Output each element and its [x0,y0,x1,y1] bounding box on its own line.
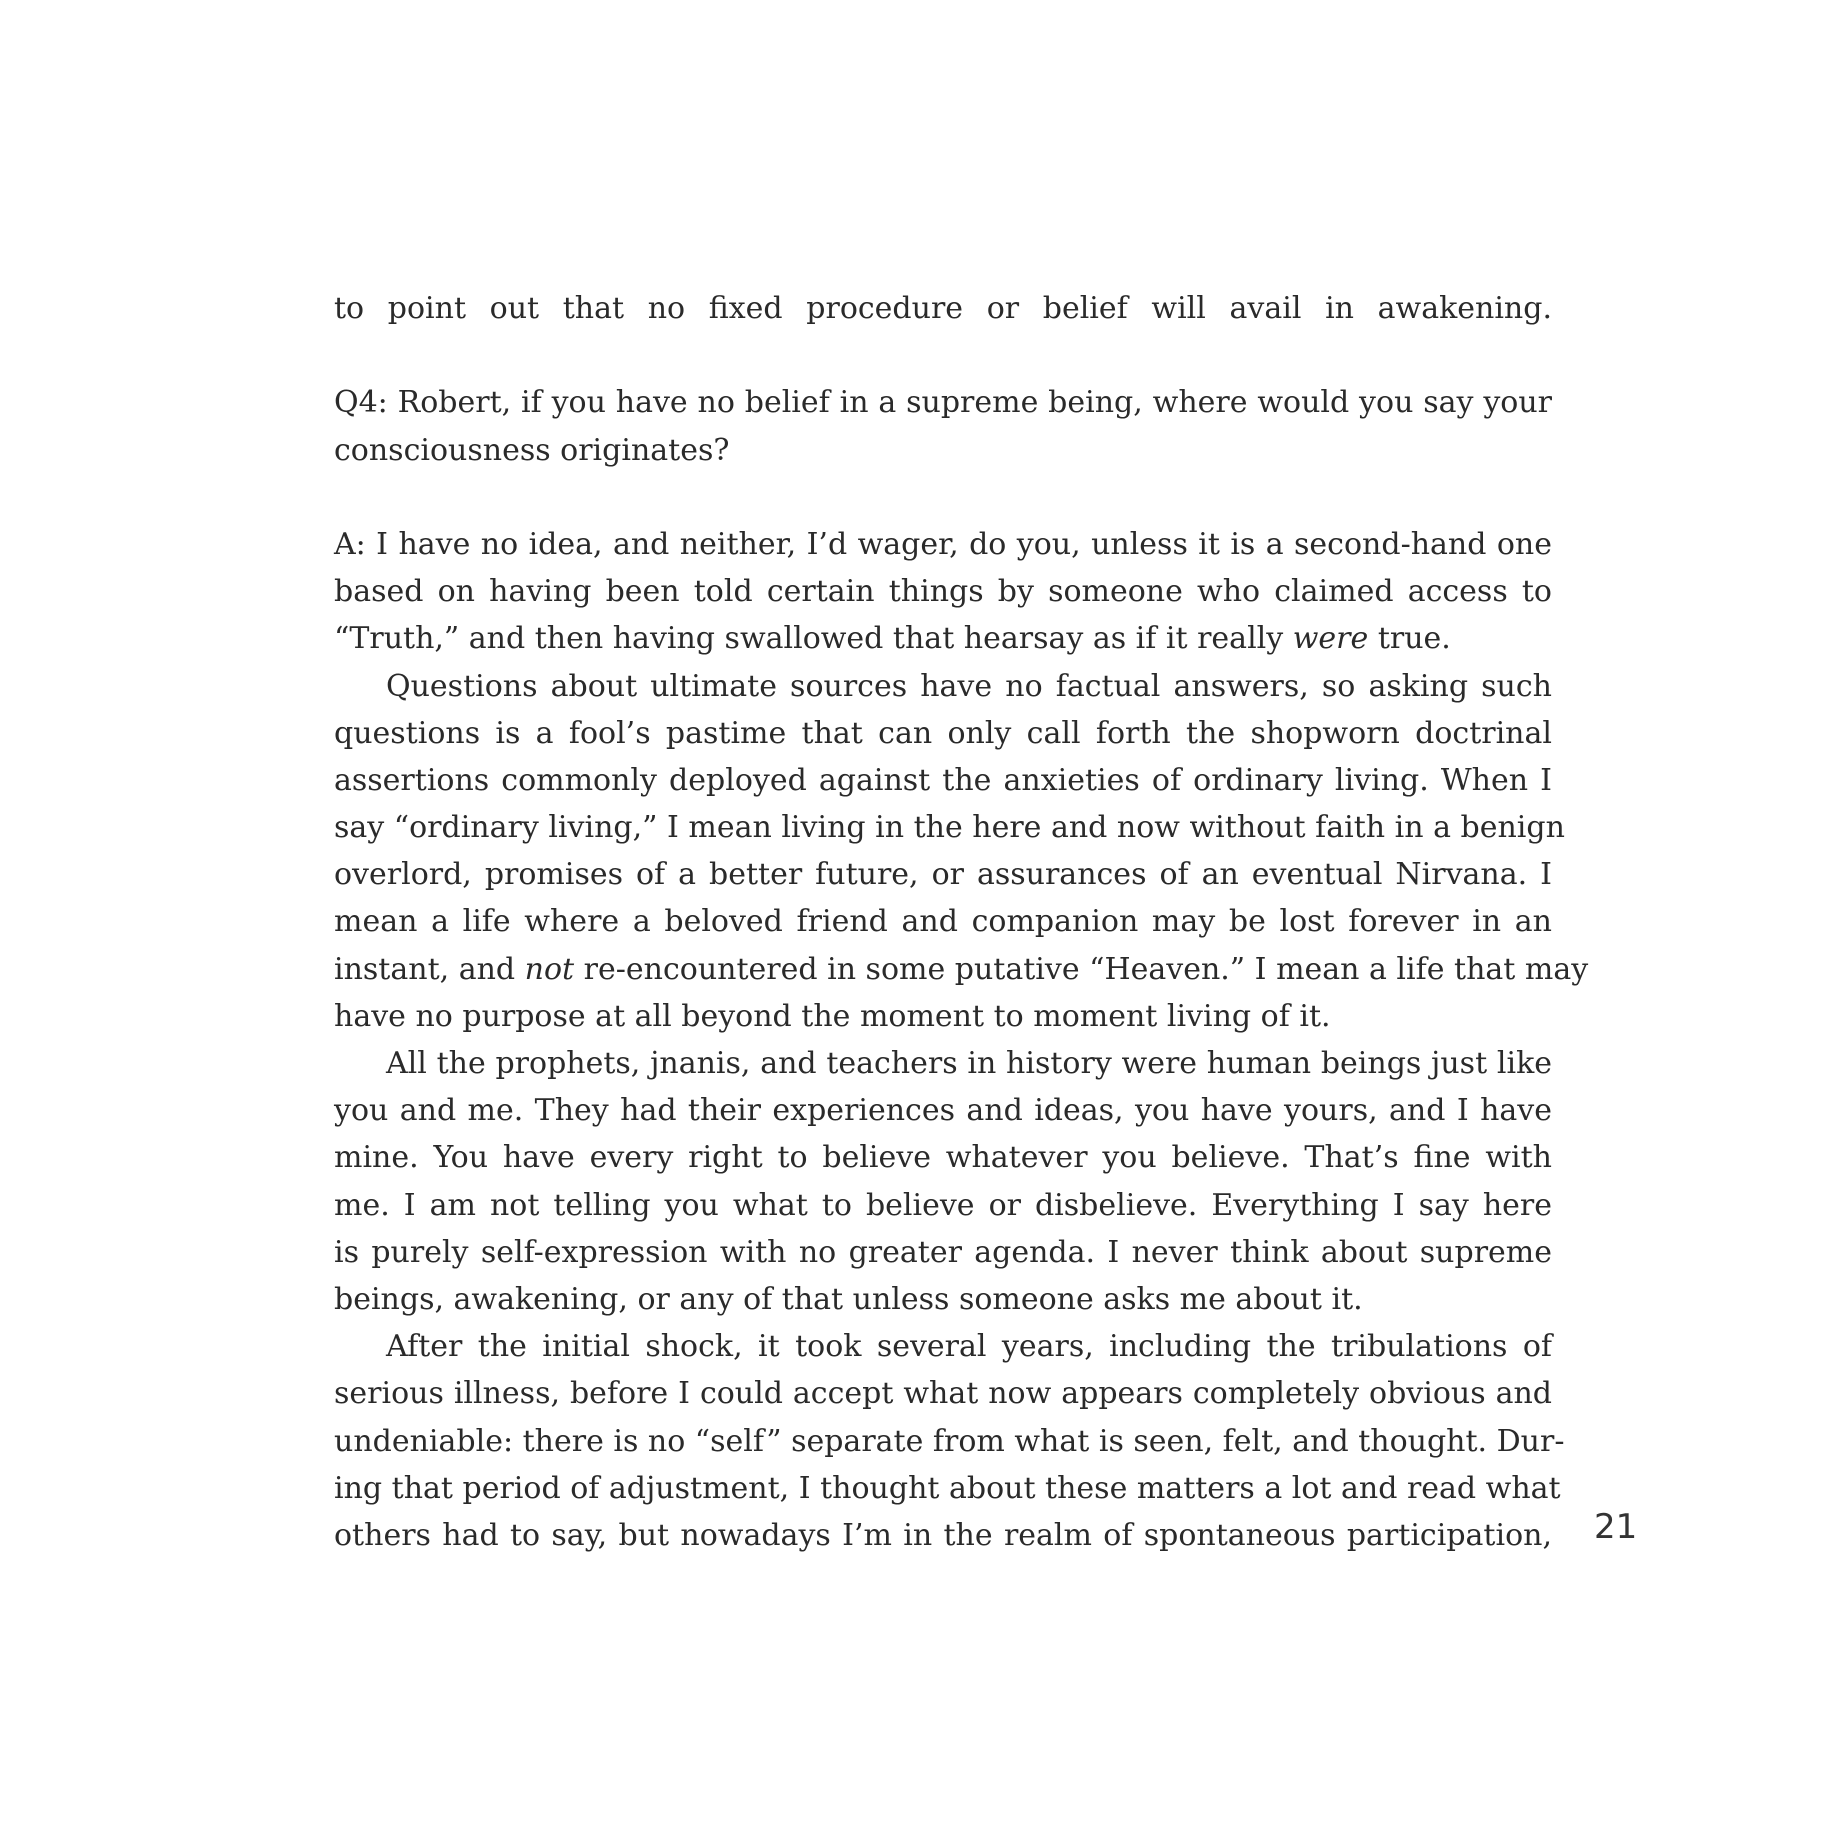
text-run: “Truth,” and then having swallowed that hearsay as if it really [334,621,1293,657]
text-line [334,946,1589,993]
text-line: is purely self-expression with no greater agenda. I never think about supreme [334,1234,1552,1270]
text-line: to point out that no fixed procedure or belief will avail in awakening. [334,291,1552,326]
paragraph-gap [334,332,1552,379]
text-line: others had to say, but nowadays I’m in the realm of spontaneous participation, [334,1517,1552,1553]
paragraph-ultimate-sources [334,663,1589,1041]
text-line: overlord, promises of a better future, or assurances of an eventual Nirvana. I [334,857,1552,893]
text-line: you and me. They had their experiences and ideas, you have yours, and I have [334,1093,1552,1129]
text-line: have no purpose at all beyond the moment to moment living of it. [334,998,1331,1034]
paragraph-continuation [334,285,1552,332]
text-line: say “ordinary living,” I mean living in the here and now without faith in a benign [334,810,1565,846]
text-line: Q4: Robert, if you have no belief in a supreme being, where would you say your [334,385,1552,421]
text-line: All the prophets, jnanis, and teachers in history were human beings just like [386,1046,1552,1081]
body-text [334,285,1589,1559]
emphasis-word: were [1292,621,1369,657]
text-line: Questions about ultimate sources have no factual answers, so asking such [386,668,1552,704]
text-line: based on having been told certain things by someone who claimed access to [334,574,1552,610]
text-line [334,615,1552,662]
text-run: true. [1368,621,1451,657]
question-q4 [334,379,1552,473]
text-line: After the initial shock, it took several years, including the tribulations of [386,1329,1552,1365]
text-line: consciousness originates? [334,432,730,468]
page-number: 21 [1594,1507,1638,1547]
text-line: mean a life where a beloved friend and companion may be lost forever in an [334,904,1552,940]
answer-paragraph [334,521,1552,663]
text-line: mine. You have every right to believe whatever you believe. That’s fine with [334,1140,1552,1176]
paragraph-initial-shock [334,1323,1565,1559]
text-run: instant, and [334,951,525,987]
text-line: ing that period of adjustment, I thought about these matters a lot and read what [334,1470,1561,1506]
text-line: beings, awakening, or any of that unless someone asks me about it. [334,1281,1363,1317]
paragraph-prophets [334,1040,1552,1323]
text-run: re-encountered in some putative “Heaven.” I mean a life that may [574,951,1589,987]
text-line: serious illness, before I could accept what now appears completely obvious and [334,1376,1552,1412]
text-line: A: I have no idea, and neither, I’d wager, do you, unless it is a second-hand one [334,526,1552,562]
text-line: me. I am not telling you what to believe or disbelieve. Everything I say here [334,1187,1552,1223]
text-line: assertions commonly deployed against the anxieties of ordinary living. When I [334,762,1552,798]
text-line: questions is a fool’s pastime that can only call forth the shopworn doctrinal [334,715,1552,751]
paragraph-gap [334,474,1552,521]
emphasis-word: not [524,951,575,987]
text-line: undeniable: there is no “self” separate from what is seen, felt, and thought. Dur- [334,1423,1565,1459]
